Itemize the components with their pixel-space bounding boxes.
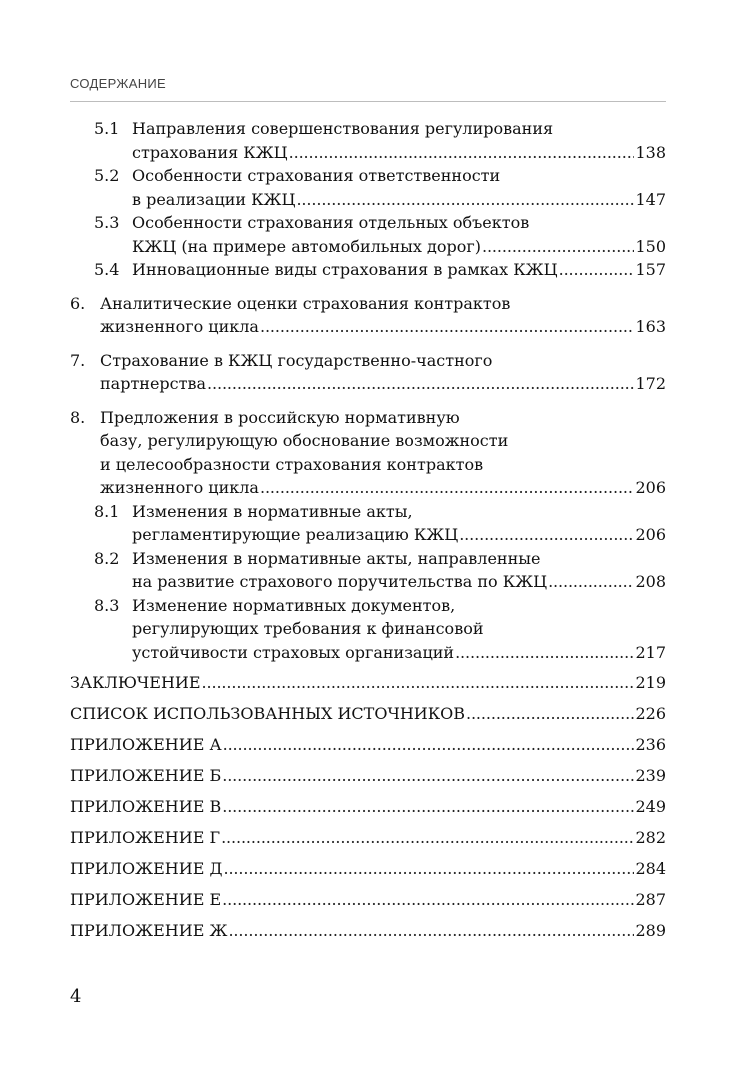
toc-entry-line: Направления совершенствования регулирования bbox=[132, 119, 554, 138]
toc-page-number: 163 bbox=[635, 317, 666, 336]
page-number: 4 bbox=[70, 986, 82, 1007]
dot-leader bbox=[289, 141, 635, 165]
toc-top-entry[interactable] bbox=[70, 733, 666, 757]
toc-page-number: 249 bbox=[635, 797, 666, 816]
toc-entry[interactable] bbox=[70, 349, 666, 396]
toc-entry-last-line bbox=[132, 523, 666, 547]
toc-entry-text bbox=[100, 292, 666, 339]
toc-entry-last-line bbox=[100, 315, 666, 339]
toc-top-entry-title: ЗАКЛЮЧЕНИЕ bbox=[70, 673, 201, 692]
toc-entry-number: 5.2 bbox=[94, 166, 120, 185]
toc-page-number: 219 bbox=[635, 673, 666, 692]
dot-leader bbox=[202, 671, 635, 695]
toc-page-number: 157 bbox=[635, 260, 666, 279]
toc-top-entry-title: ПРИЛОЖЕНИЕ В bbox=[70, 797, 222, 816]
toc-entry-text bbox=[132, 500, 666, 547]
toc-entry-line: в реализации КЖЦ bbox=[132, 189, 296, 209]
toc-entry-last-line bbox=[132, 188, 666, 212]
table-of-contents bbox=[70, 117, 666, 943]
toc-top-entry[interactable] bbox=[70, 795, 666, 819]
toc-entry-line: регламентирующие реализацию КЖЦ bbox=[132, 525, 459, 544]
toc-entry-text bbox=[132, 211, 666, 258]
toc-entry-number: 6. bbox=[70, 293, 86, 313]
toc-entry-text bbox=[100, 406, 666, 500]
toc-top-entry-title: ПРИЛОЖЕНИЕ Г bbox=[70, 828, 221, 847]
toc-page-number: 226 bbox=[635, 704, 666, 723]
toc-entry-number: 8.2 bbox=[94, 548, 120, 568]
toc-entry-number: 5.1 bbox=[94, 119, 120, 138]
toc-page-number: 239 bbox=[635, 766, 666, 785]
dot-leader bbox=[559, 258, 635, 282]
toc-entry-line: Предложения в российскую нормативную bbox=[100, 407, 460, 427]
toc-top-entry[interactable] bbox=[70, 826, 666, 850]
dot-leader bbox=[459, 523, 634, 547]
toc-entry-line: партнерства bbox=[100, 374, 207, 393]
toc-entry-text bbox=[132, 547, 666, 594]
toc-top-entry-title: ПРИЛОЖЕНИЕ Б bbox=[70, 766, 222, 785]
toc-entry-line: Изменения в нормативные акты, направленные bbox=[132, 548, 541, 568]
toc-entry-line: КЖЦ (на примере автомобильных дорог) bbox=[132, 236, 481, 256]
toc-entry-number: 5.4 bbox=[94, 260, 120, 279]
toc-top-entry-title: ПРИЛОЖЕНИЕ А bbox=[70, 735, 222, 754]
toc-top-entry[interactable] bbox=[70, 702, 666, 726]
section-entries bbox=[70, 117, 666, 664]
toc-entry-line: жизненного цикла bbox=[100, 317, 259, 336]
toc-entry-text bbox=[132, 117, 666, 164]
dot-leader bbox=[482, 235, 634, 259]
header-divider bbox=[70, 101, 666, 102]
toc-page-number: 206 bbox=[635, 525, 666, 544]
toc-entry-number: 8. bbox=[70, 407, 86, 427]
toc-entry-text bbox=[132, 164, 666, 211]
toc-page-number: 172 bbox=[635, 374, 666, 393]
toc-page-number: 208 bbox=[635, 572, 666, 591]
top-level-entries bbox=[70, 671, 666, 943]
toc-page-number: 236 bbox=[635, 735, 666, 754]
dot-leader bbox=[223, 857, 634, 881]
toc-entry-line: регулирующих требования к финансовой bbox=[132, 619, 484, 638]
toc-entry-line: и целесообразности страхования контрактов bbox=[100, 454, 484, 474]
dot-leader bbox=[207, 372, 634, 396]
toc-entry-line: Особенности страхования отдельных объектов bbox=[132, 213, 530, 232]
toc-entry[interactable] bbox=[94, 164, 666, 211]
toc-top-entry[interactable] bbox=[70, 671, 666, 695]
toc-entry-number: 8.3 bbox=[94, 595, 120, 615]
toc-entry-line: Особенности страхования ответственности bbox=[132, 166, 501, 185]
toc-page-number: 289 bbox=[635, 921, 666, 940]
toc-page-number: 287 bbox=[635, 890, 666, 909]
toc-entry-number: 5.3 bbox=[94, 213, 120, 232]
toc-entry[interactable] bbox=[94, 117, 666, 164]
toc-top-entry[interactable] bbox=[70, 919, 666, 943]
dot-leader bbox=[222, 888, 634, 912]
toc-page-number: 206 bbox=[635, 478, 666, 497]
toc-entry-last-line bbox=[100, 372, 666, 396]
toc-page-number: 147 bbox=[635, 189, 666, 209]
toc-top-entry[interactable] bbox=[70, 764, 666, 788]
toc-top-entry-title: СПИСОК ИСПОЛЬЗОВАННЫХ ИСТОЧНИКОВ bbox=[70, 704, 465, 723]
toc-entry-last-line bbox=[132, 570, 666, 594]
toc-entry-text bbox=[100, 349, 666, 396]
toc-entry-number: 7. bbox=[70, 350, 86, 370]
dot-leader bbox=[548, 570, 634, 594]
toc-page-number: 284 bbox=[635, 859, 666, 878]
toc-entry-last-line bbox=[132, 258, 666, 282]
dot-leader bbox=[466, 702, 634, 726]
toc-entry-text bbox=[132, 594, 666, 665]
toc-entry-line: Изменение нормативных документов, bbox=[132, 595, 456, 615]
toc-entry-last-line bbox=[132, 235, 666, 259]
toc-entry-last-line bbox=[132, 641, 666, 665]
dot-leader bbox=[222, 764, 634, 788]
toc-top-entry-title: ПРИЛОЖЕНИЕ Е bbox=[70, 890, 222, 909]
dot-leader bbox=[260, 476, 634, 500]
toc-entry-line: на развитие страхового поручительства по КЖЦ bbox=[132, 572, 548, 591]
toc-entry-line: устойчивости страховых организаций bbox=[132, 642, 455, 662]
toc-entry-line: базу, регулирующую обоснование возможности bbox=[100, 431, 509, 450]
toc-entry[interactable] bbox=[94, 500, 666, 547]
dot-leader bbox=[455, 641, 634, 665]
toc-entry-line: Инновационные виды страхования в рамках КЖЦ bbox=[132, 260, 558, 279]
toc-entry[interactable] bbox=[94, 547, 666, 594]
dot-leader bbox=[223, 733, 635, 757]
dot-leader bbox=[221, 826, 634, 850]
dot-leader bbox=[260, 315, 634, 339]
toc-entry-line: Страхование в КЖЦ государственно-частного bbox=[100, 350, 493, 370]
toc-page-number: 282 bbox=[635, 828, 666, 847]
dot-leader bbox=[228, 919, 634, 943]
toc-page-number: 217 bbox=[635, 642, 666, 662]
toc-entry-line: Аналитические оценки страхования контрактов bbox=[100, 293, 511, 313]
toc-entry-last-line bbox=[132, 141, 666, 165]
toc-page-number: 138 bbox=[635, 142, 666, 162]
toc-entry[interactable] bbox=[70, 292, 666, 339]
toc-entry[interactable] bbox=[94, 258, 666, 282]
toc-entry-line: страхования КЖЦ bbox=[132, 142, 288, 162]
toc-top-entry[interactable] bbox=[70, 888, 666, 912]
toc-entry-line: жизненного цикла bbox=[100, 478, 259, 497]
toc-entry-last-line bbox=[100, 476, 666, 500]
toc-top-entry-title: ПРИЛОЖЕНИЕ Д bbox=[70, 859, 223, 878]
toc-top-entry-title: ПРИЛОЖЕНИЕ Ж bbox=[70, 921, 228, 940]
toc-entry[interactable] bbox=[94, 211, 666, 258]
running-head: СОДЕРЖАНИЕ bbox=[70, 76, 167, 91]
dot-leader bbox=[222, 795, 634, 819]
dot-leader bbox=[296, 188, 634, 212]
toc-entry[interactable] bbox=[94, 594, 666, 665]
toc-entry-number: 8.1 bbox=[94, 501, 120, 521]
toc-entry-line: Изменения в нормативные акты, bbox=[132, 501, 413, 521]
toc-entry[interactable] bbox=[70, 406, 666, 500]
toc-page-number: 150 bbox=[635, 236, 666, 256]
toc-top-entry[interactable] bbox=[70, 857, 666, 881]
toc-entry-text bbox=[132, 258, 666, 282]
